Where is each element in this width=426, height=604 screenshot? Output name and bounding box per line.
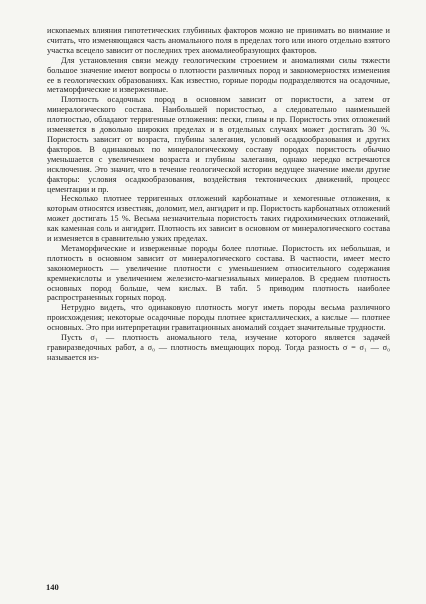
paragraph-metamorphic-igneous: Метаморфические и изверженные породы более плотные. Пористость их небольшая, и плотность в основном зависит от минералогического состава. В частности, имеет место закономерность — увеличение плотности с уменьшением относительного содержания кремнекислоты и увеличением железисто-магнезиальных минералов. В среднем плотность основных пород больше, чем кислых. В табл. 5 приводим плотность наиболее распространенных горных пород. — [47, 243, 390, 303]
paragraph-continuation: ископаемых влияния гипотетических глубинных факторов можно не принимать во внимание и считать, что изменяющаяся часть аномального поля в пределах того или иного отдельно взятого участка всецело зависит от последних трех аномалиеобразующих факторов. — [47, 26, 390, 55]
page-number: 140 — [46, 582, 59, 592]
paragraph-carbonate-deposits: Несколько плотнее терригенных отложений карбонатные и хемогенные отложения, к которым относятся известняк, доломит, мел, ангидрит и пр. Пористость карбонатных отложений может достигать 15 %. Весьма незначительна пористость таких гидрохимических отложений, как каменная соль и ангидрит. Плотность их зависит в основном от минералогического состава и изменяется в сравнительно узких пределах. — [47, 194, 390, 244]
paragraph-interpretation-difficulty: Нетрудно видеть, что одинаковую плотность могут иметь породы весьма различного происхождения; некоторые осадочные породы плотнее кристаллических, а кислые — плотнее основных. Это при интерпретации гравитационных аномалий создает значительные трудности. — [47, 303, 390, 333]
paragraph-sedimentary-density: Плотность осадочных пород в основном зависит от пористости, а затем от минералогического состава. Наибольшей пористостью, а следовательно наименьшей плотностью, обладают терригенные отложения: пески, глины и пр. Пористость этих отложений изменяется в довольно широких пределах и в отдельных случаях может достигать 30 %. Пористость зависит от возраста, глубины залегания, условий осадкообразования и других факторов. В одинаковых по минералогическому составу породах пористость обычно уменьшается с увеличением возраста и глубины залегания, однако нередко встречаются исключения. Это значит, что в течение геологической истории ведущее значение имели другие факторы: условия осадкообразования, воздействия тектонических движений, процесс цементации и пр. — [47, 95, 390, 194]
paragraph-density-difference: Пусть σ₁ — плотность аномального тела, изучение которого является задачей гравиразведочных работ, а σ₀ — плотность вмещающих пород. Тогда разность σ = σ₁ — σ₀ называется из- — [47, 333, 390, 362]
paragraph-rock-density-intro: Для установления связи между геологическим строением и аномалиями силы тяжести большое значение имеют вопросы о плотности различных пород и закономерностях изменения ее в геологических образованиях. Как известно, горные породы подразделяются на осадочные, метаморфические и изверженные. — [47, 55, 390, 95]
